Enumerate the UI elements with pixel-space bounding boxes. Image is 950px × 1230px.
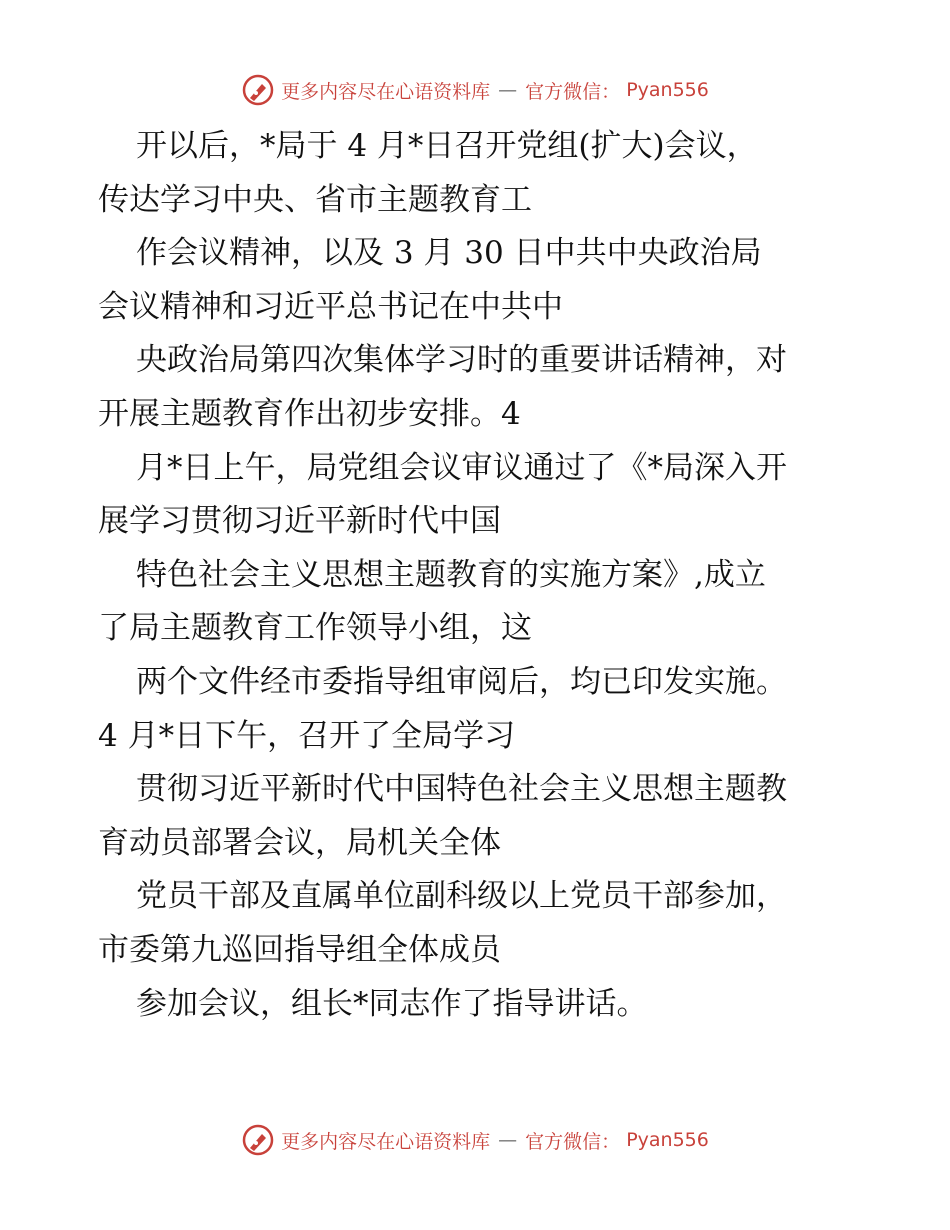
pen-logo-icon (241, 1123, 275, 1157)
text-line: 党员干部及直属单位副科级以上党员干部参加， (136, 878, 787, 915)
watermark-account: Pyan556 (626, 79, 709, 101)
text-line: 展学习贯彻习近平新时代中国 (98, 503, 501, 540)
text-line: 月*日上午，局党组会议审议通过了《*局深入开 (136, 449, 787, 486)
text-line: 育动员部署会议，局机关全体 (98, 824, 501, 861)
watermark-text: 更多内容尽在心语资料库 (281, 80, 491, 103)
watermark-separator: — (498, 1129, 518, 1151)
text-line: 开展主题教育作出初步安排。4 (98, 395, 521, 432)
watermark-label: 官方微信： (525, 80, 621, 103)
text-line: 参加会议，组长*同志作了指导讲话。 (136, 985, 648, 1022)
text-line: 开以后，*局于 4 月*日召开党组(扩大)会议， (136, 128, 758, 164)
watermark-text: 更多内容尽在心语资料库 (281, 1130, 491, 1153)
text-line: 4 月*日下午，召开了全局学习 (98, 717, 516, 754)
text-line: 两个文件经市委指导组审阅后，均已印发实施。 (136, 663, 787, 700)
text-line: 市委第九巡回指导组全体成员 (98, 931, 501, 968)
pen-logo-icon (241, 73, 275, 107)
text-line: 央政治局第四次集体学习时的重要讲话精神，对 (136, 342, 787, 379)
text-line: 会议精神和习近平总书记在中共中 (98, 288, 563, 325)
watermark-label: 官方微信： (525, 1130, 621, 1153)
text-line: 作会议精神，以及 3 月 30 日中共中央政治局 (136, 235, 762, 272)
text-line: 特色社会主义思想主题教育的实施方案》,成立 (136, 556, 766, 593)
text-line: 传达学习中央、省市主题教育工 (98, 181, 532, 218)
header-watermark (0, 70, 950, 110)
document-body (98, 120, 878, 1031)
watermark-account: Pyan556 (626, 1129, 709, 1151)
text-line: 贯彻习近平新时代中国特色社会主义思想主题教 (136, 771, 787, 808)
footer-watermark (0, 1120, 950, 1160)
text-line: 了局主题教育工作领导小组，这 (98, 610, 532, 647)
watermark-separator: — (498, 79, 518, 101)
